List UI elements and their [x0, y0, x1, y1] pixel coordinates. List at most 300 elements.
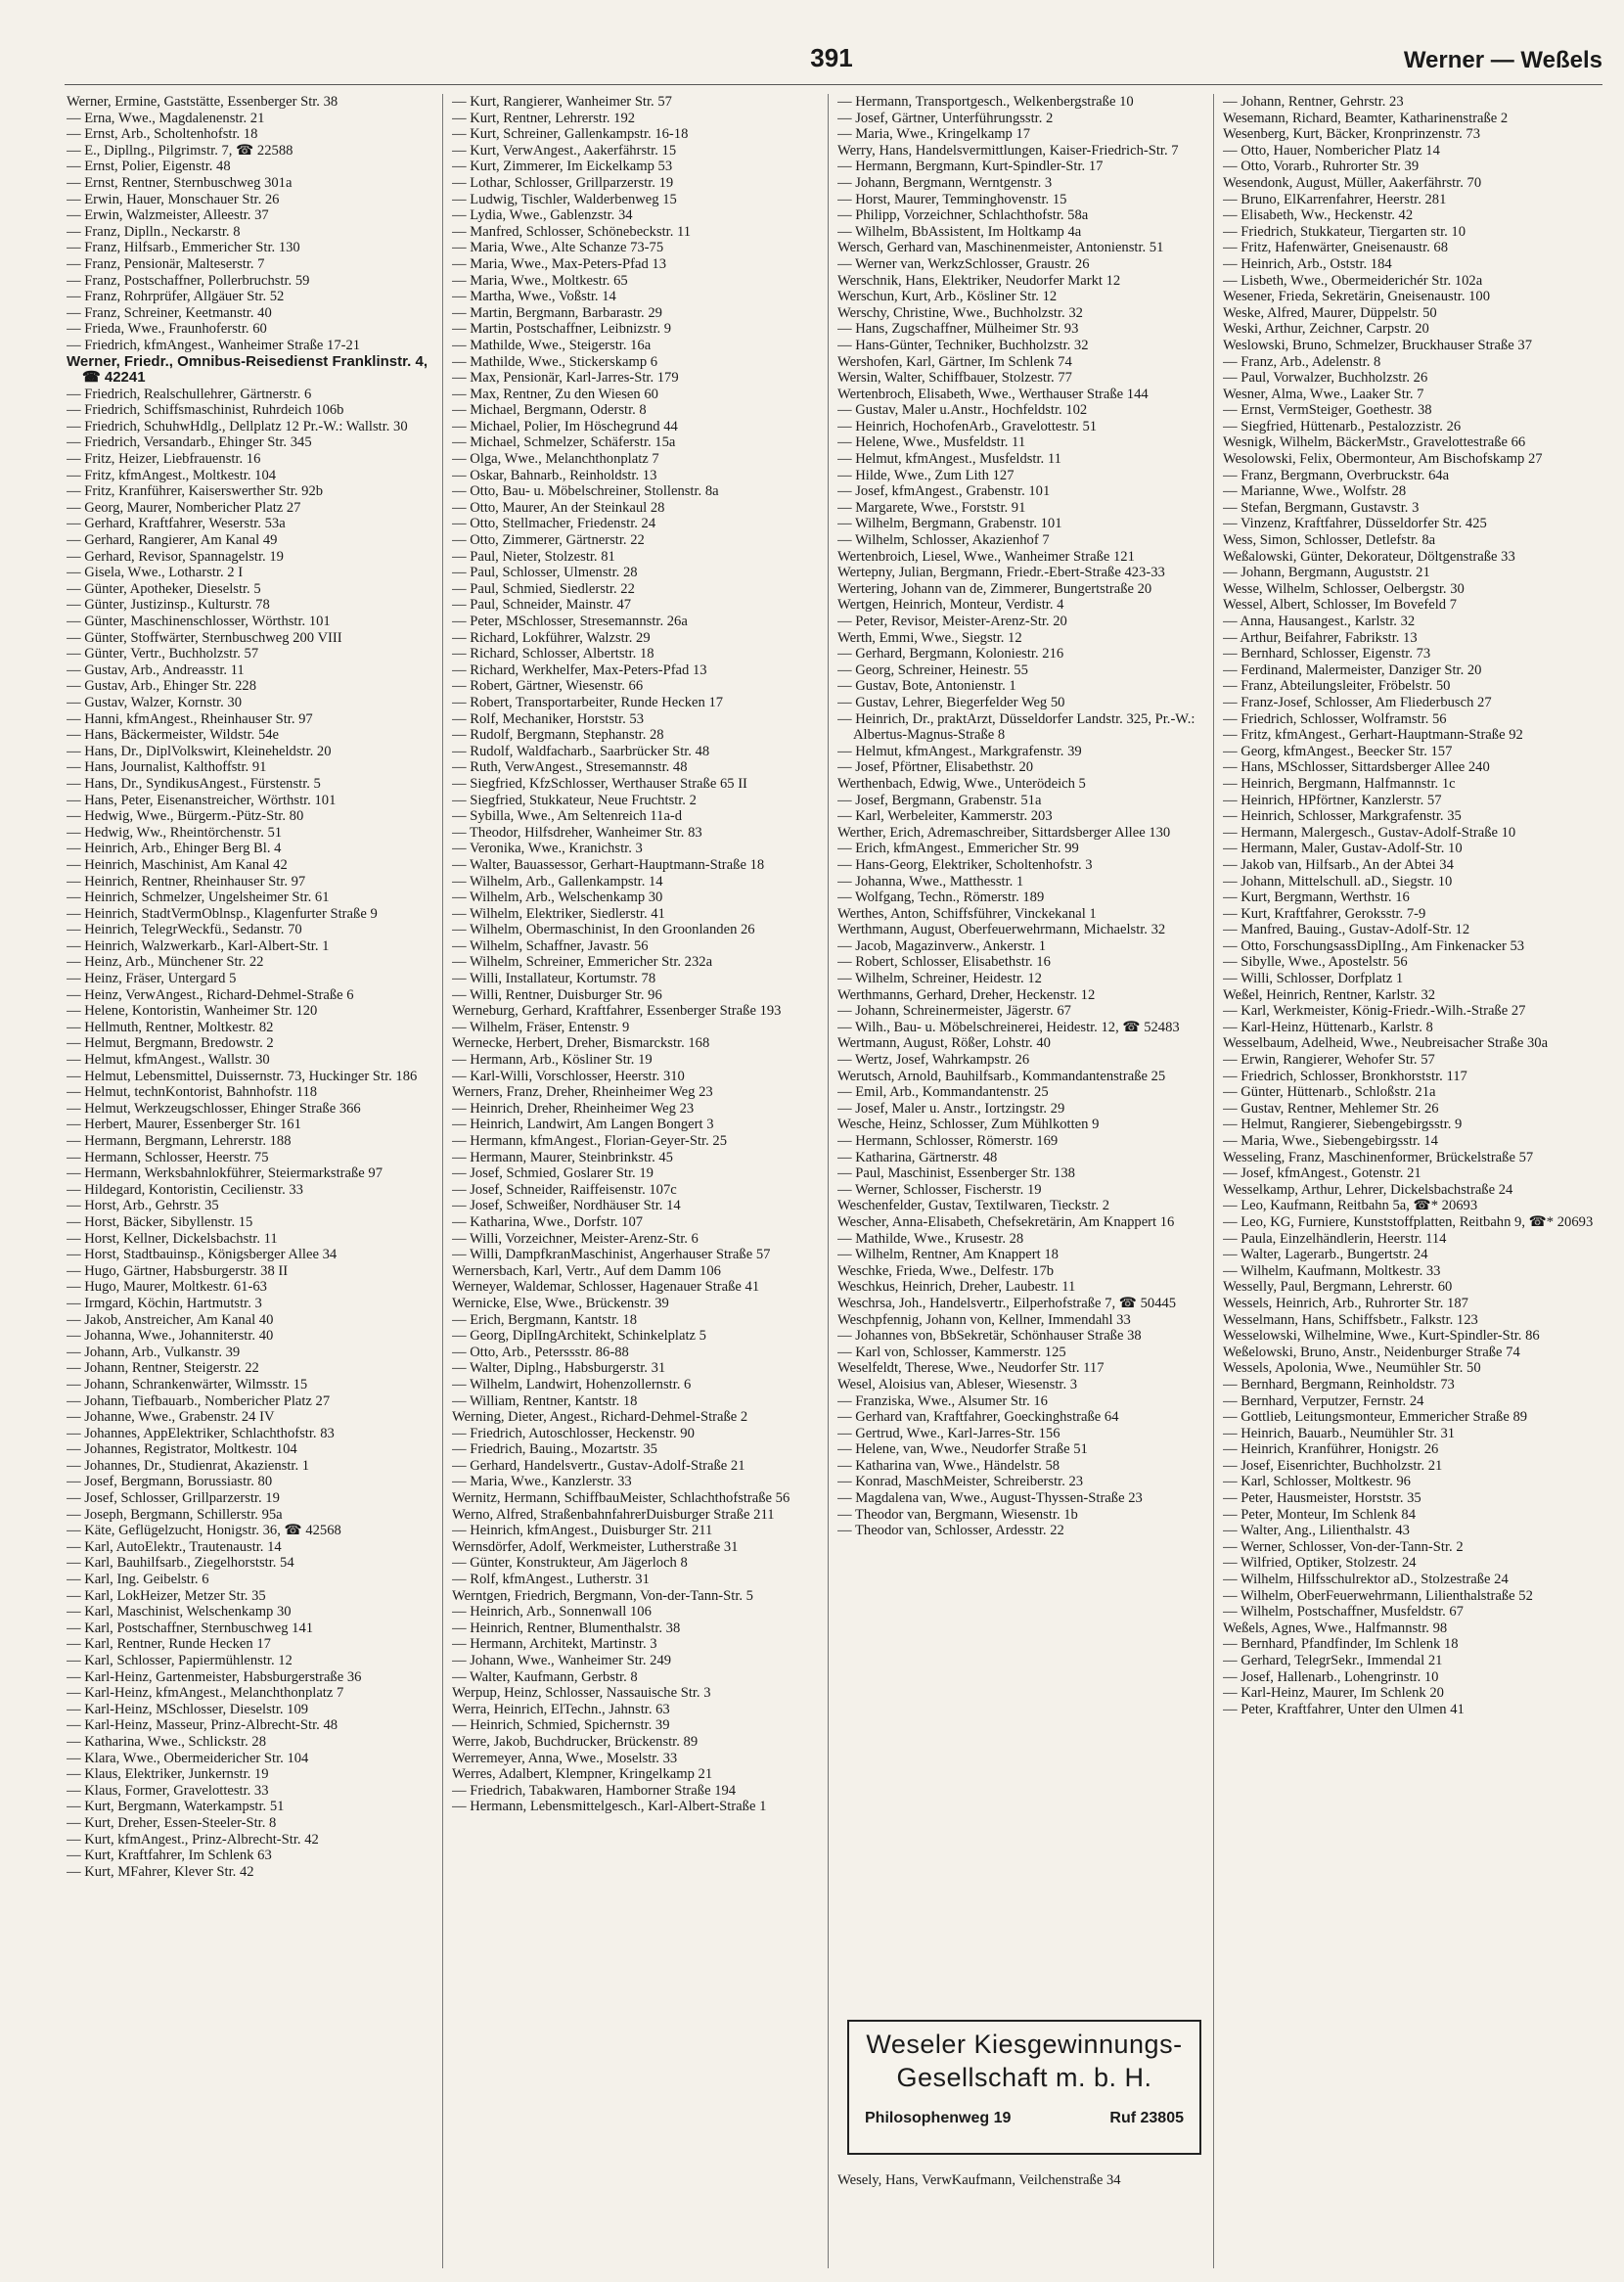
- directory-entry: Weske, Alfred, Maurer, Düppelstr. 50: [1223, 304, 1437, 321]
- directory-entry: — Maria, Wwe., Moltkestr. 65: [452, 272, 628, 289]
- directory-entry: — Helmut, technKontorist, Bahnhofstr. 118: [67, 1084, 318, 1101]
- directory-entry: — Maria, Wwe., Max-Peters-Pfad 13: [452, 255, 666, 272]
- directory-entry: — Manfred, Bauing., Gustav-Adolf-Str. 12: [1223, 922, 1470, 938]
- directory-entry: — Klara, Wwe., Obermeidericher Str. 104: [67, 1750, 309, 1766]
- directory-entry: — Hans-Günter, Techniker, Buchholzstr. 32: [837, 337, 1089, 353]
- directory-entry: — Ernst, Polier, Eigenstr. 48: [67, 159, 231, 175]
- directory-entry: Werning, Dieter, Angest., Richard-Dehmel-Straße 2: [452, 1409, 748, 1426]
- directory-entry: — Josef, Eisenrichter, Buchholzstr. 21: [1223, 1457, 1443, 1474]
- directory-entry: — Heinrich, Rentner, Rheinhauser Str. 97: [67, 873, 306, 890]
- directory-entry: — Gottlieb, Leitungsmonteur, Emmericher Straße 89: [1223, 1409, 1528, 1426]
- directory-entry: — Irmgard, Köchin, Hartmutstr. 3: [67, 1295, 262, 1311]
- directory-entry: — Hans, Journalist, Kalthoffstr. 91: [67, 759, 267, 776]
- directory-entry: — Franz, Postschaffner, Pollerbruchstr. 59: [67, 272, 310, 289]
- directory-entry: Wernecke, Herbert, Dreher, Bismarckstr. 168: [452, 1035, 710, 1052]
- directory-entry: — Heinrich, Schmelzer, Ungelsheimer Str. 61: [67, 890, 330, 906]
- directory-entry: — Robert, Gärtner, Wiesenstr. 66: [452, 678, 644, 695]
- directory-entry: — Rudolf, Bergmann, Stephanstr. 28: [452, 727, 664, 744]
- directory-entry: Weselfeldt, Therese, Wwe., Neudorfer Str. 117: [837, 1360, 1105, 1377]
- directory-entry: — Hanni, kfmAngest., Rheinhauser Str. 97: [67, 710, 313, 727]
- directory-entry: — Friedrich, Tabakwaren, Hamborner Straße 194: [452, 1782, 737, 1799]
- directory-entry: — Richard, Lokführer, Walzstr. 29: [452, 629, 651, 646]
- directory-entry: — Rolf, kfmAngest., Lutherstr. 31: [452, 1572, 650, 1588]
- directory-entry: — Willi, Rentner, Duisburger Str. 96: [452, 986, 662, 1003]
- directory-entry: — Hans, Peter, Eisenanstreicher, Wörthstr. 101: [67, 792, 337, 808]
- directory-entry: — Heinz, Fräser, Untergard 5: [67, 971, 237, 987]
- directory-entry: Werner, Ermine, Gaststätte, Essenberger Str. 38: [67, 94, 338, 110]
- directory-entry: Werthenbach, Edwig, Wwe., Unterödeich 5: [837, 775, 1086, 792]
- directory-entry: — Franz, Hilfsarb., Emmericher Str. 130: [67, 240, 300, 256]
- directory-entry: — Franz, Abteilungsleiter, Fröbelstr. 50: [1223, 678, 1451, 695]
- directory-entry: — Gerhard, Handelsvertr., Gustav-Adolf-Straße 21: [452, 1457, 745, 1474]
- directory-entry: — Johann, Rentner, Gehrstr. 23: [1223, 94, 1404, 110]
- directory-entry: — Friedrich, SchuhwHdlg., Dellplatz 12 Pr.-W.: Wallstr. 30: [67, 418, 408, 434]
- directory-entry: — Heinrich, kfmAngest., Duisburger Str. 211: [452, 1523, 713, 1539]
- directory-entry: — Magdalena van, Wwe., August-Thyssen-Straße 23: [837, 1490, 1143, 1507]
- directory-entry: — Jacob, Magazinverw., Ankerstr. 1: [837, 937, 1047, 954]
- directory-entry: — Karl-Heinz, Gartenmeister, Habsburgerstraße 36: [67, 1668, 362, 1685]
- directory-entry: Werthmanns, Gerhard, Dreher, Heckenstr. 12: [837, 986, 1096, 1003]
- directory-entry: — Franz, Rohrprüfer, Allgäuer Str. 52: [67, 289, 285, 305]
- after-ad-entries: [837, 2172, 1209, 2189]
- directory-entry: — Gustav, Maler u.Anstr., Hochfeldstr. 102: [837, 402, 1088, 419]
- directory-entry: — Max, Rentner, Zu den Wiesen 60: [452, 386, 658, 402]
- directory-entry: — Theodor van, Schlosser, Ardesstr. 22: [837, 1523, 1064, 1539]
- directory-entry: Werremeyer, Anna, Wwe., Moselstr. 33: [452, 1750, 678, 1766]
- directory-entry: — Karl, Postschaffner, Sternbuschweg 141: [67, 1620, 314, 1636]
- directory-entry: Werthmann, August, Oberfeuerwehrmann, Michaelstr. 32: [837, 922, 1166, 938]
- directory-entry: — Gerhard, TelegrSekr., Immendal 21: [1223, 1653, 1443, 1668]
- directory-entry: Wertenbroich, Liesel, Wwe., Wanheimer Straße 121: [837, 548, 1135, 565]
- directory-entry: — Richard, Schlosser, Albertstr. 18: [452, 646, 654, 662]
- directory-entry: — Johannes von, BbSekretär, Schönhauser Straße 38: [837, 1328, 1142, 1345]
- directory-entry: — Heinz, VerwAngest., Richard-Dehmel-Straße 6: [67, 986, 354, 1003]
- directory-entry: — Walter, Bauassessor, Gerhart-Hauptmann-Straße 18: [452, 856, 765, 873]
- directory-entry: — Walter, Lagerarb., Bungertstr. 24: [1223, 1247, 1428, 1263]
- directory-entry: — Hermann, Transportgesch., Welkenbergstraße 10: [837, 94, 1134, 110]
- directory-entry: Wesselly, Paul, Bergmann, Lehrerstr. 60: [1223, 1279, 1453, 1296]
- directory-entry: — Karl, Schlosser, Moltkestr. 96: [1223, 1474, 1411, 1490]
- directory-entry: — Heinrich, Arb., Sonnenwall 106: [452, 1604, 652, 1620]
- directory-entry: Werntgen, Friedrich, Bergmann, Von-der-Tann-Str. 5: [452, 1587, 753, 1604]
- directory-entry: — Erwin, Walzmeister, Alleestr. 37: [67, 207, 269, 224]
- directory-entry: — Friedrich, Autoschlosser, Heckenstr. 90: [452, 1425, 695, 1441]
- directory-entry: Werneyer, Waldemar, Schlosser, Hagenauer Straße 41: [452, 1279, 760, 1296]
- directory-entry: Weßel, Heinrich, Rentner, Karlstr. 32: [1223, 986, 1436, 1003]
- directory-entry: — Ruth, VerwAngest., Stresemannstr. 48: [452, 759, 688, 776]
- directory-entry: — Georg, Maurer, Nombericher Platz 27: [67, 499, 301, 516]
- directory-entry: — Lothar, Schlosser, Grillparzerstr. 19: [452, 174, 674, 191]
- directory-entry: — Kurt, kfmAngest., Prinz-Albrecht-Str. 42: [67, 1831, 319, 1848]
- directory-entry: — Sibylle, Wwe., Apostelstr. 56: [1223, 954, 1408, 971]
- directory-entry: — Leo, KG, Furniere, Kunststoffplatten, Reitbahn 9, ☎* 20693: [1223, 1213, 1594, 1230]
- directory-entry: — Rudolf, Waldfacharb., Saarbrücker Str. 48: [452, 743, 710, 759]
- directory-entry: — Werner, Schlosser, Von-der-Tann-Str. 2: [1223, 1538, 1464, 1555]
- directory-entry: — Hans-Georg, Elektriker, Scholtenhofstr. 3: [837, 856, 1093, 873]
- directory-entry: — Josef, Schlosser, Grillparzerstr. 19: [67, 1490, 280, 1507]
- directory-entry: — Herbert, Maurer, Essenberger Str. 161: [67, 1117, 301, 1133]
- directory-entry: — Ludwig, Tischler, Walderbenweg 15: [452, 191, 677, 207]
- directory-entry: Weßels, Agnes, Wwe., Halfmannstr. 98: [1223, 1620, 1448, 1636]
- directory-entry: Werschy, Christine, Wwe., Buchholzstr. 32: [837, 304, 1083, 321]
- directory-entry: — Heinrich, Walzwerkarb., Karl-Albert-Str. 1: [67, 937, 330, 954]
- directory-entry: — Gerhard van, Kraftfahrer, Goeckinghstraße 64: [837, 1409, 1119, 1426]
- directory-entry: — Willi, Vorzeichner, Meister-Arenz-Str. 6: [452, 1230, 699, 1247]
- directory-entry: — Wilhelm, OberFeuerwehrmann, Lilienthalstraße 52: [1223, 1587, 1533, 1604]
- directory-entry: — Johann, Bergmann, Werntgenstr. 3: [837, 174, 1053, 191]
- directory-entry: — Willi, Installateur, Kortumstr. 78: [452, 971, 656, 987]
- page-number: 391: [810, 43, 853, 72]
- directory-entry: — Wolfgang, Techn., Römerstr. 189: [837, 890, 1045, 906]
- directory-entry: — Hermann, Malergesch., Gustav-Adolf-Straße 10: [1223, 824, 1516, 841]
- directory-entry: — Hilde, Wwe., Zum Lith 127: [837, 467, 1015, 483]
- directory-entry: — Frieda, Wwe., Fraunhoferstr. 60: [67, 321, 267, 338]
- directory-entry: — Hermann, Schlosser, Heerstr. 75: [67, 1149, 269, 1165]
- directory-entry: Weßelowski, Bruno, Anstr., Neidenburger Straße 74: [1223, 1344, 1520, 1360]
- directory-entry: — Josef, Gärtner, Unterführungsstr. 2: [837, 110, 1054, 126]
- directory-entry: — Peter, MSchlosser, Stresemannstr. 26a: [452, 614, 688, 629]
- directory-entry: — Friedrich, Bauing., Mozartstr. 35: [452, 1441, 657, 1458]
- directory-entry: Wessel, Albert, Schlosser, Im Bovefeld 7: [1223, 597, 1457, 614]
- directory-entry: — Kurt, Kraftfahrer, Im Schlenk 63: [67, 1848, 272, 1864]
- directory-entry: — Gustav, Rentner, Mehlemer Str. 26: [1223, 1100, 1439, 1117]
- directory-entry: — Friedrich, Realschullehrer, Gärtnerstr. 6: [67, 386, 312, 402]
- directory-entry: — Horst, Bäcker, Sibyllenstr. 15: [67, 1213, 253, 1230]
- ad-company-line-1: Weseler Kiesgewinnungs-: [866, 2030, 1183, 2059]
- directory-entry: — Wilhelm, Bergmann, Grabenstr. 101: [837, 516, 1062, 532]
- directory-entry: Werth, Emmi, Wwe., Siegstr. 12: [837, 629, 1022, 646]
- directory-entry: — Hermann, kfmAngest., Florian-Geyer-Str. 25: [452, 1133, 727, 1149]
- directory-entry: — Heinrich, Kranführer, Honigstr. 26: [1223, 1441, 1439, 1458]
- directory-entry: — Paula, Einzelhändlerin, Heerstr. 114: [1223, 1230, 1447, 1247]
- directory-entry: — Bernhard, Schlosser, Eigenstr. 73: [1223, 646, 1431, 662]
- directory-entry: — Heinrich, TelegrWeckfü., Sedanstr. 70: [67, 922, 302, 938]
- directory-entry: — Wilhelm, Schaffner, Javastr. 56: [452, 937, 649, 954]
- directory-entry: Werre, Jakob, Buchdrucker, Brückenstr. 89: [452, 1733, 699, 1750]
- directory-entry: — Richard, Werkhelfer, Max-Peters-Pfad 13: [452, 662, 707, 678]
- directory-entry: — Martin, Postschaffner, Leibnizstr. 9: [452, 321, 672, 338]
- directory-entry: — Hermann, Werksbahnlokführer, Steiermarkstraße 97: [67, 1165, 383, 1182]
- directory-entry: — Wilhelm, Hilfsschulrektor aD., Stolzestraße 24: [1223, 1572, 1509, 1588]
- directory-entry: — Michael, Polier, Im Höschegrund 44: [452, 418, 678, 434]
- directory-entry: Wertgen, Heinrich, Monteur, Verdistr. 4: [837, 597, 1064, 614]
- directory-entry: — Fritz, Kranführer, Kaiserswerther Str. 92b: [67, 483, 324, 500]
- directory-entry: — Willi, DampfkranMaschinist, Angerhauser Straße 57: [452, 1247, 771, 1263]
- directory-entry: Wernicke, Else, Wwe., Brückenstr. 39: [452, 1295, 669, 1311]
- directory-entry: — Kurt, Schreiner, Gallenkampstr. 16-18: [452, 126, 689, 143]
- directory-entry: — Bernhard, Verputzer, Fernstr. 24: [1223, 1392, 1424, 1409]
- directory-entry: Werneburg, Gerhard, Kraftfahrer, Essenberger Straße 193: [452, 1003, 782, 1020]
- directory-entry: — Johann, Bergmann, Auguststr. 21: [1223, 565, 1430, 581]
- directory-entry: Wessels, Apolonia, Wwe., Neumühler Str. 50: [1223, 1360, 1481, 1377]
- directory-entry: — Wertz, Josef, Wahrkampstr. 26: [837, 1052, 1030, 1069]
- directory-entry: — Heinrich, Maschinist, Am Kanal 42: [67, 856, 288, 873]
- directory-entry: — Johanna, Wwe., Matthesstr. 1: [837, 873, 1024, 890]
- directory-entry: — Karl-Heinz, kfmAngest., Melanchthonplatz 7: [67, 1685, 344, 1702]
- directory-entry: — Karl, Werbeleiter, Kammerstr. 203: [837, 808, 1053, 825]
- directory-entry: — Siegfried, Stukkateur, Neue Fruchtstr. 2: [452, 792, 697, 808]
- directory-entry: — Elisabeth, Ww., Heckenstr. 42: [1223, 207, 1414, 224]
- directory-entry: — Jakob, Anstreicher, Am Kanal 40: [67, 1311, 274, 1328]
- directory-entry: — Walter, Kaufmann, Gerbstr. 8: [452, 1668, 638, 1685]
- header-rule: [65, 84, 1602, 85]
- directory-entry: — Josef, Bergmann, Borussiastr. 80: [67, 1474, 273, 1490]
- directory-entry: — Josef, Hallenarb., Lohengrinstr. 10: [1223, 1668, 1439, 1685]
- directory-entry: — Veronika, Wwe., Kranichstr. 3: [452, 841, 643, 857]
- directory-entry: — Franz, Schreiner, Keetmanstr. 40: [67, 304, 272, 321]
- directory-entry: — Peter, Hausmeister, Horststr. 35: [1223, 1490, 1421, 1507]
- column-divider: [442, 94, 443, 2268]
- directory-entry: — Erich, Bergmann, Kantstr. 18: [452, 1311, 638, 1328]
- directory-entry: Wescher, Anna-Elisabeth, Chefsekretärin, Am Knappert 16: [837, 1213, 1175, 1230]
- ad-address: Philosophenweg 19: [865, 2110, 1012, 2126]
- directory-entry: — Hermann, Bergmann, Lehrerstr. 188: [67, 1133, 292, 1149]
- directory-entry: — Georg, DiplIngArchitekt, Schinkelplatz 5: [452, 1328, 706, 1345]
- directory-entry: — Johannes, Dr., Studienrat, Akazienstr. 1: [67, 1457, 310, 1474]
- directory-entry: Wernersbach, Karl, Vertr., Auf dem Damm 106: [452, 1262, 721, 1279]
- directory-entry: — Josef, kfmAngest., Gotenstr. 21: [1223, 1165, 1421, 1182]
- directory-entry: — Wilhelm, Arb., Gallenkampstr. 14: [452, 873, 663, 890]
- directory-entry: Weschkus, Heinrich, Dreher, Laubestr. 11: [837, 1279, 1076, 1296]
- directory-entry: — Heinrich, Schlosser, Markgrafenstr. 35: [1223, 808, 1462, 825]
- directory-entry: — Fritz, Hafenwärter, Gneisenaustr. 68: [1223, 240, 1449, 256]
- directory-entry: — Maria, Wwe., Alte Schanze 73-75: [452, 240, 664, 256]
- directory-entry: — Vinzenz, Kraftfahrer, Düsseldorfer Str. 425: [1223, 516, 1487, 532]
- directory-entry: — Karl, LokHeizer, Metzer Str. 35: [67, 1587, 266, 1604]
- directory-entry: Wesel, Aloisius van, Ableser, Wiesenstr. 3: [837, 1376, 1078, 1392]
- directory-entry: — Philipp, Vorzeichner, Schlachthofstr. 58a: [837, 207, 1089, 224]
- directory-entry: — Johann, Wwe., Wanheimer Str. 249: [452, 1653, 672, 1668]
- directory-entry: — Paul, Schlosser, Ulmenstr. 28: [452, 565, 638, 581]
- directory-entry: Werpup, Heinz, Schlosser, Nassauische Str. 3: [452, 1685, 711, 1702]
- directory-entry: Werschnik, Hans, Elektriker, Neudorfer Markt 12: [837, 272, 1121, 289]
- directory-entry: — Hellmuth, Rentner, Moltkestr. 82: [67, 1019, 274, 1035]
- directory-entry: — Wilhelm, Schreiner, Emmericher Str. 232a: [452, 954, 713, 971]
- directory-entry: — Martha, Wwe., Voßstr. 14: [452, 289, 616, 305]
- directory-entry: — Josef, Bergmann, Grabenstr. 51a: [837, 792, 1042, 808]
- directory-entry: — Erwin, Rangierer, Wehofer Str. 57: [1223, 1052, 1435, 1069]
- directory-entry: — Johann, Schrankenwärter, Wilmsstr. 15: [67, 1376, 308, 1392]
- directory-entry: — Walter, Diplng., Habsburgerstr. 31: [452, 1360, 666, 1377]
- directory-entry: — Margarete, Wwe., Forststr. 91: [837, 499, 1026, 516]
- directory-entry: — Paul, Maschinist, Essenberger Str. 138: [837, 1165, 1075, 1182]
- directory-entry: — Heinrich, Rentner, Blumenthalstr. 38: [452, 1620, 681, 1636]
- directory-entry: — Franz, Pensionär, Malteserstr. 7: [67, 255, 265, 272]
- directory-entry: — Günter, Justizinsp., Kulturstr. 78: [67, 597, 270, 614]
- directory-entry: — Helmut, Werkzeugschlosser, Ehinger Straße 366: [67, 1100, 361, 1117]
- directory-entry: — Otto, Arb., Peterssstr. 86-88: [452, 1344, 629, 1360]
- directory-entry: — Hermann, Architekt, Martinstr. 3: [452, 1636, 657, 1653]
- directory-entry: — Gerhard, Kraftfahrer, Weserstr. 53a: [67, 516, 286, 532]
- directory-entry: — Hermann, Bergmann, Kurt-Spindler-Str. 17: [837, 159, 1104, 175]
- directory-entry: Wesselkamp, Arthur, Lehrer, Dickelsbachstraße 24: [1223, 1181, 1513, 1198]
- directory-entry: — Michael, Bergmann, Oderstr. 8: [452, 402, 647, 419]
- directory-entry: — Karl, Schlosser, Papiermühlenstr. 12: [67, 1653, 293, 1668]
- directory-entry: — Otto, Maurer, An der Steinkaul 28: [452, 499, 665, 516]
- directory-entry: Weschrsa, Joh., Handelsvertr., Eilperhofstraße 7, ☎ 50445: [837, 1295, 1177, 1311]
- directory-entry: — Günter, Hüttenarb., Schloßstr. 21a: [1223, 1084, 1436, 1101]
- directory-entry: — Otto, Zimmerer, Gärtnerstr. 22: [452, 532, 645, 549]
- directory-entry: — Josef, Pförtner, Elisabethstr. 20: [837, 759, 1034, 776]
- directory-entry: — Wilhelm, Landwirt, Hohenzollernstr. 6: [452, 1376, 692, 1392]
- page-title: Werner — Weßels: [1403, 47, 1602, 73]
- directory-entry: Wertmann, August, Rößer, Lohstr. 40: [837, 1035, 1051, 1052]
- directory-entry: — Peter, Revisor, Meister-Arenz-Str. 20: [837, 614, 1067, 629]
- directory-entry: Wesse, Wilhelm, Schlosser, Oelbergstr. 30: [1223, 580, 1465, 597]
- directory-entry: — Karl-Heinz, Hüttenarb., Karlstr. 8: [1223, 1019, 1433, 1035]
- directory-entry: Wesselmann, Hans, Schiffsbetr., Falkstr. 123: [1223, 1311, 1478, 1328]
- directory-entry: — Heinrich, Arb., Oststr. 184: [1223, 255, 1392, 272]
- directory-entry: — Wilhelm, Arb., Welschenkamp 30: [452, 890, 663, 906]
- directory-entry: — Klaus, Elektriker, Junkernstr. 19: [67, 1766, 269, 1783]
- directory-entry: — Helmut, kfmAngest., Musfeldstr. 11: [837, 451, 1061, 468]
- directory-entry: Werners, Franz, Dreher, Rheinheimer Weg 23: [452, 1084, 713, 1101]
- directory-entry: — Kurt, Bergmann, Waterkampstr. 51: [67, 1799, 285, 1815]
- directory-entry: — Hugo, Maurer, Moltkestr. 61-63: [67, 1279, 267, 1296]
- directory-entry: — Gisela, Wwe., Lotharstr. 2 I: [67, 565, 244, 581]
- directory-entry: — Maria, Wwe., Kanzlerstr. 33: [452, 1474, 632, 1490]
- directory-entry: — Kurt, Zimmerer, Im Eickelkamp 53: [452, 159, 673, 175]
- directory-entry: — Johannes, AppElektriker, Schlachthofstr. 83: [67, 1425, 335, 1441]
- directory-entry: — Helmut, Rangierer, Siebengebirgsstr. 9: [1223, 1117, 1463, 1133]
- directory-entry: — Franziska, Wwe., Alsumer Str. 16: [837, 1392, 1048, 1409]
- directory-entry: — Erich, kfmAngest., Emmericher Str. 99: [837, 841, 1079, 857]
- directory-entry: Wesseling, Franz, Maschinenformer, Brückelstraße 57: [1223, 1149, 1534, 1165]
- directory-entry: — Erna, Wwe., Magdalenenstr. 21: [67, 110, 265, 126]
- directory-entry: — Fritz, kfmAngest., Gerhart-Hauptmann-Straße 92: [1223, 727, 1523, 744]
- directory-entry: Wesendonk, August, Müller, Aakerfährstr. 70: [1223, 174, 1482, 191]
- directory-entry: — Helene, van, Wwe., Neudorfer Straße 51: [837, 1441, 1088, 1458]
- directory-entry: — Friedrich, Stukkateur, Tiergarten str. 10: [1223, 223, 1466, 240]
- directory-entry: Wersin, Walter, Schiffbauer, Stolzestr. 77: [837, 370, 1072, 387]
- column-2: [452, 94, 824, 2274]
- directory-entry: — Gustav, Walzer, Kornstr. 30: [67, 694, 243, 710]
- directory-entry: Weschenfelder, Gustav, Textilwaren, Tieckstr. 2: [837, 1198, 1110, 1214]
- directory-entry: — Kurt, Dreher, Essen-Steeler-Str. 8: [67, 1814, 277, 1831]
- directory-entry: — Heinrich, HochofenArb., Gravelottestr. 51: [837, 418, 1098, 434]
- directory-entry: — Helene, Kontoristin, Wanheimer Str. 120: [67, 1003, 318, 1020]
- directory-entry: — Werner, Schlosser, Fischerstr. 19: [837, 1181, 1042, 1198]
- directory-entry: — Paul, Nieter, Stolzestr. 81: [452, 548, 615, 565]
- directory-entry: — Mathilde, Wwe., Steigerstr. 16a: [452, 337, 652, 353]
- directory-entry: — Anna, Hausangest., Karlstr. 32: [1223, 614, 1416, 629]
- directory-entry: — Otto, Bau- u. Möbelschreiner, Stollenstr. 8a: [452, 483, 719, 500]
- directory-entry: — Horst, Arb., Gehrstr. 35: [67, 1198, 219, 1214]
- directory-entry: Weski, Arthur, Zeichner, Carpstr. 20: [1223, 321, 1429, 338]
- directory-entry: — Werner van, WerkzSchlosser, Graustr. 26: [837, 255, 1090, 272]
- directory-entry: — Hermann, Arb., Kösliner Str. 19: [452, 1052, 653, 1069]
- directory-entry: — Hugo, Gärtner, Habsburgerstr. 38 II: [67, 1262, 289, 1279]
- directory-entry: — Günter, Apotheker, Dieselstr. 5: [67, 580, 261, 597]
- directory-entry: — Hermann, Maurer, Steinbrinkstr. 45: [452, 1149, 673, 1165]
- directory-entry: — Friedrich, Schlosser, Wolframstr. 56: [1223, 710, 1447, 727]
- directory-entry: — Helmut, kfmAngest., Wallstr. 30: [67, 1052, 270, 1069]
- directory-entry: Wess, Simon, Schlosser, Detlefstr. 8a: [1223, 532, 1436, 549]
- directory-entry: — Heinrich, Arb., Ehinger Berg Bl. 4: [67, 841, 282, 857]
- directory-entry: — Josef, Schmied, Goslarer Str. 19: [452, 1165, 654, 1182]
- directory-entry: — Kurt, VerwAngest., Aakerfährstr. 15: [452, 142, 677, 159]
- directory-entry: — Kurt, Kraftfahrer, Geroksstr. 7-9: [1223, 905, 1426, 922]
- directory-entry: — Hans, Bäckermeister, Wildstr. 54e: [67, 727, 280, 744]
- directory-entry: — Horst, Maurer, Temminghovenstr. 15: [837, 191, 1067, 207]
- directory-entry: — Arthur, Beifahrer, Fabrikstr. 13: [1223, 629, 1418, 646]
- directory-entry: — Wilhelm, Schlosser, Akazienhof 7: [837, 532, 1050, 549]
- directory-entry: — Marianne, Wwe., Wolfstr. 28: [1223, 483, 1407, 500]
- directory-entry: — Heinrich, Bergmann, Halfmannstr. 1c: [1223, 775, 1456, 792]
- directory-entry: — Maria, Wwe., Siebengebirgsstr. 14: [1223, 1133, 1438, 1149]
- ad-phone: Ruf 23805: [1109, 2110, 1184, 2126]
- directory-entry: — Mathilde, Wwe., Stickerskamp 6: [452, 353, 658, 370]
- directory-entry: — Günter, Vertr., Buchholzstr. 57: [67, 646, 259, 662]
- directory-entry: — Johann, Tiefbauarb., Nombericher Platz 27: [67, 1392, 331, 1409]
- directory-entry: — Gustav, Arb., Ehinger Str. 228: [67, 678, 257, 695]
- directory-entry: — Siegfried, Hüttenarb., Pestalozzistr. 26: [1223, 418, 1462, 434]
- directory-entry: — Johann, Arb., Vulkanstr. 39: [67, 1344, 241, 1360]
- directory-entry: — Friedrich, Versandarb., Ehinger Str. 345: [67, 434, 312, 451]
- directory-entry: — Siegfried, KfzSchlosser, Werthauser Straße 65 II: [452, 775, 747, 792]
- directory-entry: — Michael, Schmelzer, Schäferstr. 15a: [452, 434, 676, 451]
- directory-entry: — Karl-Heinz, Masseur, Prinz-Albrecht-Str. 48: [67, 1717, 338, 1734]
- directory-entry: — Gustav, Arb., Andreasstr. 11: [67, 662, 245, 678]
- directory-entry: — Josef, kfmAngest., Grabenstr. 101: [837, 483, 1051, 500]
- directory-entry: — Wilhelm, Schreiner, Heidestr. 12: [837, 971, 1042, 987]
- directory-entry: — Rolf, Mechaniker, Horststr. 53: [452, 710, 644, 727]
- directory-entry: — Hildegard, Kontoristin, Cecilienstr. 33: [67, 1181, 303, 1198]
- directory-entry: — Konrad, MaschMeister, Schreiberstr. 23: [837, 1474, 1084, 1490]
- directory-entry: Werra, Heinrich, ElTechn., Jahnstr. 63: [452, 1701, 670, 1717]
- directory-entry: — Fritz, kfmAngest., Moltkestr. 104: [67, 467, 277, 483]
- directory-entry: — Katharina van, Wwe., Händelstr. 58: [837, 1457, 1060, 1474]
- directory-entry: — Wilhelm, Obermaschinist, In den Groonlanden 26: [452, 922, 755, 938]
- directory-entry: Wernsdörfer, Adolf, Werkmeister, Lutherstraße 31: [452, 1538, 739, 1555]
- directory-entry: — E., Dipllng., Pilgrimstr. 7, ☎ 22588: [67, 142, 293, 159]
- directory-entry: — Wilhelm, Fräser, Entenstr. 9: [452, 1019, 630, 1035]
- directory-entry: — Bruno, ElKarrenfahrer, Heerstr. 281: [1223, 191, 1447, 207]
- directory-entry: — Stefan, Bergmann, Gustavstr. 3: [1223, 499, 1420, 516]
- directory-entry: — Heinrich, StadtVermOblnsp., Klagenfurter Straße 9: [67, 905, 378, 922]
- directory-entry: Werres, Adalbert, Klempner, Kringelkamp 21: [452, 1766, 713, 1783]
- directory-entry: — Walter, Ang., Lilienthalstr. 43: [1223, 1523, 1410, 1539]
- ad-footer: [859, 2110, 1190, 2127]
- directory-entry: — Karl, Bauhilfsarb., Ziegelhorststr. 54: [67, 1555, 294, 1572]
- directory-entry: Wesnigk, Wilhelm, BäckerMstr., Gravelottestraße 66: [1223, 434, 1526, 451]
- directory-entry: — Martin, Bergmann, Barbarastr. 29: [452, 304, 662, 321]
- directory-entry: — Peter, Monteur, Im Schlenk 84: [1223, 1506, 1417, 1523]
- directory-entry: — Karl-Heinz, Maurer, Im Schlenk 20: [1223, 1685, 1444, 1702]
- directory-entry: — Paul, Schmied, Siedlerstr. 22: [452, 580, 635, 597]
- directory-entry: — Hermann, Schlosser, Römerstr. 169: [837, 1133, 1059, 1149]
- directory-entry: Wessels, Heinrich, Arb., Ruhrorter Str. 187: [1223, 1295, 1468, 1311]
- column-3: [837, 94, 1209, 2274]
- directory-entry: — Günter, Stoffwärter, Sternbuschweg 200 VIII: [67, 629, 342, 646]
- directory-entry: Wesemann, Richard, Beamter, Katharinenstraße 2: [1223, 110, 1509, 126]
- directory-entry: — Hans, MSchlosser, Sittardsberger Allee 240: [1223, 759, 1490, 776]
- directory-entry: — Karl von, Schlosser, Kammerstr. 125: [837, 1344, 1066, 1360]
- directory-entry: Wesenberg, Kurt, Bäcker, Kronprinzenstr. 73: [1223, 126, 1481, 143]
- directory-entry: — Helmut, Bergmann, Bredowstr. 2: [67, 1035, 274, 1052]
- directory-entry: Wernitz, Hermann, SchiffbauMeister, Schlachthofstraße 56: [452, 1490, 790, 1507]
- directory-entry: — Heinrich, Schmied, Spichernstr. 39: [452, 1717, 670, 1734]
- directory-entry: — Ernst, Arb., Scholtenhofstr. 18: [67, 126, 258, 143]
- directory-entry: — William, Rentner, Kantstr. 18: [452, 1392, 638, 1409]
- directory-entry: — Max, Pensionär, Karl-Jarres-Str. 179: [452, 370, 679, 387]
- directory-entry: — Lisbeth, Wwe., Obermeiderichér Str. 102a: [1223, 272, 1483, 289]
- directory-entry: Werschun, Kurt, Arb., Kösliner Str. 12: [837, 289, 1058, 305]
- directory-entry: Wertepny, Julian, Bergmann, Friedr.-Ebert-Straße 423-33: [837, 565, 1165, 581]
- directory-entry: Werthes, Anton, Schiffsführer, Vinckekanal 1: [837, 905, 1097, 922]
- directory-entry: — Otto, Vorarb., Ruhrorter Str. 39: [1223, 159, 1420, 175]
- directory-entry: — Hermann, Maler, Gustav-Adolf-Str. 10: [1223, 841, 1463, 857]
